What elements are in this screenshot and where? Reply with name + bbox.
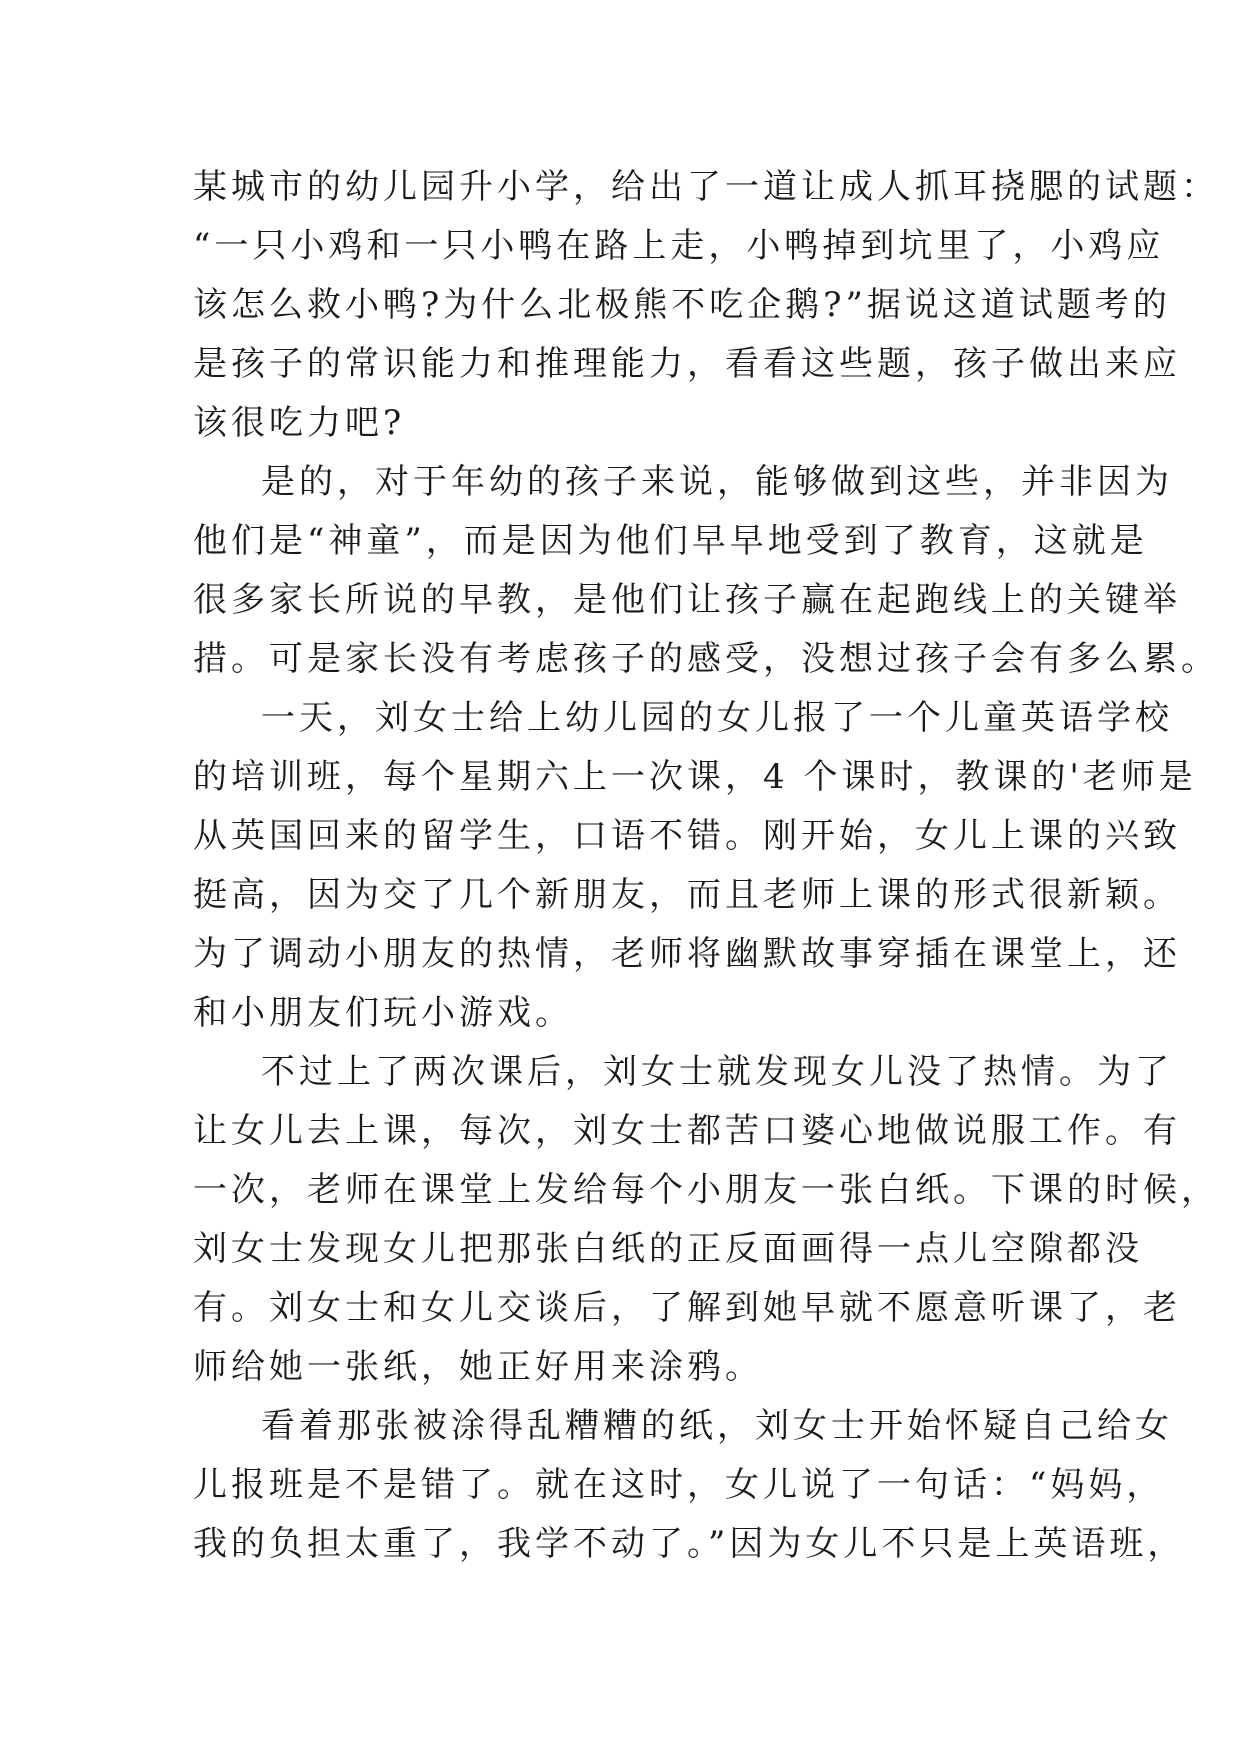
- text-line: 师给她一张纸，她正好用来涂鸦。: [193, 1347, 763, 1387]
- text-line: 措。可是家长没有考虑孩子的感受，没想过孩子会有多么累。: [193, 639, 1219, 679]
- text-line: 儿报班是不是错了。就在这时，女儿说了一句话：“妈妈，: [193, 1465, 1165, 1505]
- text-line: 有。刘女士和女儿交谈后，了解到她早就不愿意听课了，老: [193, 1288, 1181, 1328]
- text-line: 的培训班，每个星期六上一次课，4 个课时，教课的'老师是: [193, 757, 1197, 797]
- text-line: 看着那张被涂得乱糟糟的纸，刘女士开始怀疑自己给女: [261, 1406, 1173, 1446]
- text-line: 该很吃力吧?: [193, 403, 406, 443]
- article-body: [193, 158, 1219, 1574]
- text-line: 不过上了两次课后，刘女士就发现女儿没了热情。为了: [261, 1052, 1173, 1092]
- text-line: 是的，对于年幼的孩子来说，能够做到这些，并非因为: [261, 462, 1173, 502]
- text-line: 一次，老师在课堂上发给每个小朋友一张白纸。下课的时候，: [193, 1170, 1219, 1210]
- text-line: 挺高，因为交了几个新朋友，而且老师上课的形式很新颖。: [193, 875, 1181, 915]
- text-line: 我的负担太重了，我学不动了。”因为女儿不只是上英语班，: [193, 1524, 1186, 1564]
- text-line: 他们是“神童”，而是因为他们早早地受到了教育，这就是: [193, 521, 1148, 561]
- text-line: 和小朋友们玩小游戏。: [193, 993, 573, 1033]
- text-line: 该怎么救小鸭?为什么北极熊不吃企鹅?”据说这道试题考的: [193, 285, 1171, 325]
- text-line: 很多家长所说的早教，是他们让孩子赢在起跑线上的关键举: [193, 580, 1181, 620]
- text-line: 让女儿去上课，每次，刘女士都苦口婆心地做说服工作。有: [193, 1111, 1181, 1151]
- text-line: 从英国回来的留学生，口语不错。刚开始，女儿上课的兴致: [193, 816, 1181, 856]
- text-line: 某城市的幼儿园升小学，给出了一道让成人抓耳挠腮的试题：: [193, 167, 1219, 207]
- text-line: 刘女士发现女儿把那张白纸的正反面画得一点儿空隙都没: [193, 1229, 1143, 1269]
- text-line: 是孩子的常识能力和推理能力，看看这些题，孩子做出来应: [193, 344, 1181, 384]
- text-line: “一只小鸡和一只小鸭在路上走，小鸭掉到坑里了，小鸡应: [193, 226, 1165, 266]
- text-line: 一天，刘女士给上幼儿园的女儿报了一个儿童英语学校: [261, 698, 1173, 738]
- text-line: 为了调动小朋友的热情，老师将幽默故事穿插在课堂上，还: [193, 934, 1181, 974]
